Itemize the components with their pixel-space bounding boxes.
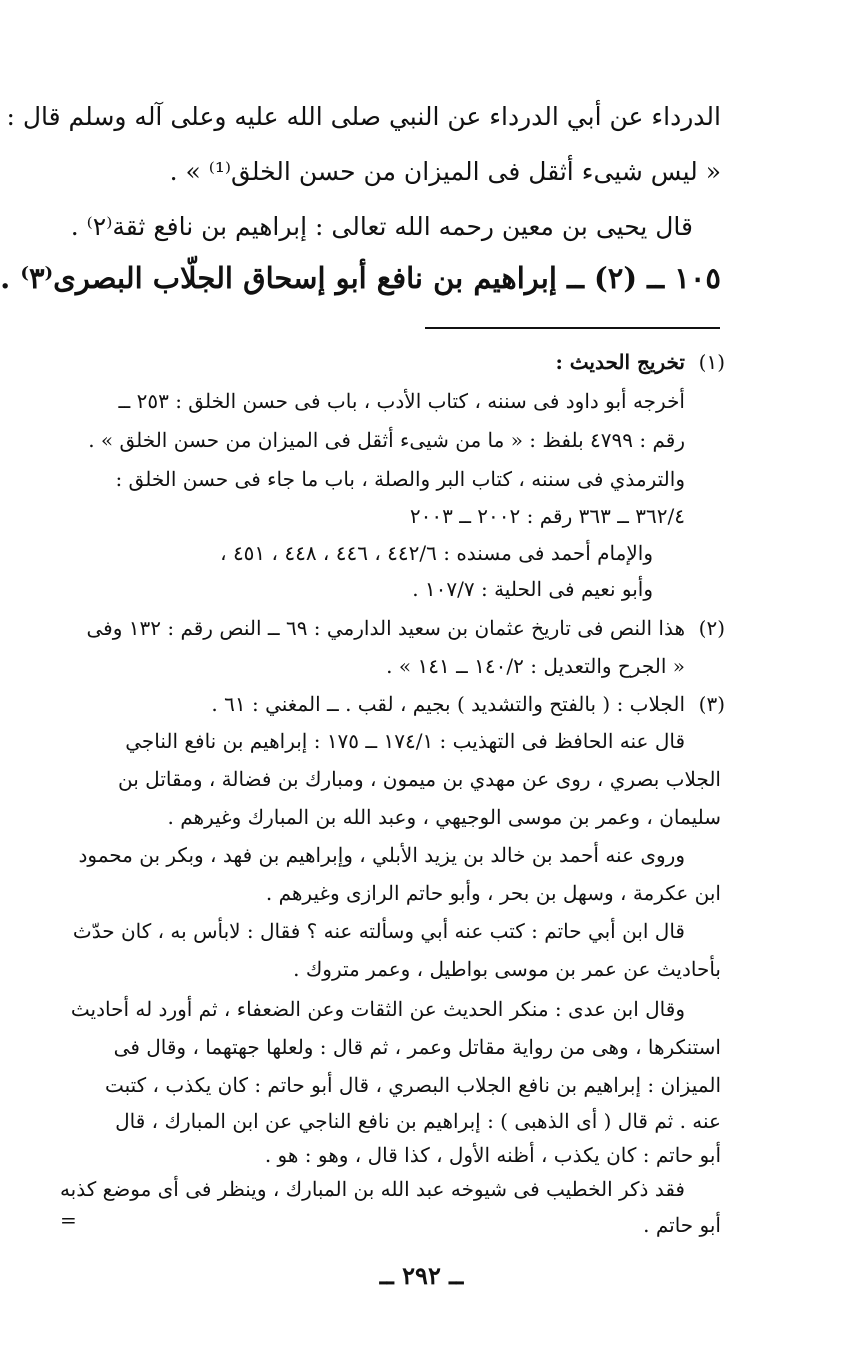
footnote-1-line-4: ٣٦٢/٤ ــ ٣٦٣ رقم : ٢٠٠٢ ــ ٢٠٠٣: [409, 504, 685, 528]
footnote-2-line-1: هذا النص فى تاريخ عثمان بن سعيد الدارمي : ٦٩ ــ النص رقم : ١٣٢ وفى: [86, 616, 685, 640]
footnote-3-line-5: وروى عنه أحمد بن خالد بن يزيد الأبلي ، وإبراهيم بن فهد ، وبكر بن محمود: [78, 843, 685, 867]
footnote-1-line-1: أخرجه أبو داود فى سننه ، كتاب الأدب ، باب فى حسن الخلق : ٢٥٣ ــ: [118, 389, 685, 413]
footnote-3-line-15: أبو حاتم .: [643, 1213, 721, 1237]
main-text-line-3: قال يحيى بن معين رحمه الله تعالى : إبراهيم بن نافع ثقة⁽٢⁾ .: [70, 212, 693, 241]
footnote-1-title: تخريج الحديث :: [555, 350, 685, 374]
footnote-1-line-2: رقم : ٤٧٩٩ بلفظ : « ما من شيىء أثقل فى الميزان من حسن الخلق » .: [88, 428, 685, 452]
footnote-1-line-5: والإمام أحمد فى مسنده : ٤٤٢/٦ ، ٤٤٦ ، ٤٤٨ ، ٤٥١ ،: [220, 541, 653, 565]
footnote-3-line-6: ابن عكرمة ، وسهل بن بحر ، وأبو حاتم الرازى وغيرهم .: [265, 881, 721, 905]
continuation-mark: =: [60, 1208, 77, 1232]
footnote-3-line-4: سليمان ، وعمر بن موسى الوجيهي ، وعبد الله بن المبارك وغيرهم .: [167, 805, 721, 829]
footnote-3-number: (٣): [698, 692, 725, 716]
footnote-3-line-13: أبو حاتم : كان يكذب ، أظنه الأول ، كذا قال ، وهو : هو .: [264, 1143, 721, 1167]
footnote-3-line-14: فقد ذكر الخطيب فى شيوخه عبد الله بن المبارك ، وينظر فى أى موضع كذبه: [59, 1177, 685, 1201]
footnote-3-line-3: الجلاب بصري ، روى عن مهدي بن ميمون ، ومبارك بن فضالة ، ومقاتل بن: [118, 767, 721, 791]
main-text-line-1: الدرداء عن أبي الدرداء عن النبي صلى الله عليه وعلى آله وسلم قال :: [6, 102, 721, 131]
footnote-3-line-12: عنه . ثم قال ( أى الذهبى ) : إبراهيم بن نافع الناجي عن ابن المبارك ، قال: [115, 1109, 721, 1133]
footnote-1-number: (١): [698, 350, 725, 374]
footnote-3-line-8: بأحاديث عن عمر بن موسى بواطيل ، وعمر متروك .: [293, 957, 721, 981]
footnote-3-line-2: قال عنه الحافظ فى التهذيب : ١٧٤/١ ــ ١٧٥ : إبراهيم بن نافع الناجي: [125, 729, 685, 753]
footnote-separator: [425, 327, 720, 329]
entry-heading: ١٠٥ ــ (٢) ــ إبراهيم بن نافع أبو إسحاق الجلّاب البصرى⁽٣⁾ .: [0, 261, 721, 295]
footnote-3-line-11: الميزان : إبراهيم بن نافع الجلاب البصري ، قال أبو حاتم : كان يكذب ، كتبت: [104, 1073, 721, 1097]
footnote-1-line-3: والترمذي فى سننه ، كتاب البر والصلة ، باب ما جاء فى حسن الخلق :: [115, 467, 685, 491]
main-text-line-2: « ليس شيىء أثقل فى الميزان من حسن الخلق⁽¹⁾ » .: [169, 157, 721, 186]
footnote-3-line-7: قال ابن أبي حاتم : كتب عنه أبي وسألته عنه ؟ فقال : لابأس به ، كان حدّث: [72, 919, 685, 943]
footnote-2-number: (٢): [698, 616, 725, 640]
footnote-3-line-9: وقال ابن عدى : منكر الحديث عن الثقات وعن الضعفاء ، ثم أورد له أحاديث: [70, 997, 685, 1021]
footnote-2-line-2: « الجرح والتعديل : ١٤٠/٢ ــ ١٤١ » .: [386, 654, 685, 678]
footnote-1-line-6: وأبو نعيم فى الحلية : ١٠٧/٧ .: [412, 577, 653, 601]
page-number: ــ ٢٩٢ ــ: [379, 1261, 464, 1290]
footnote-3-line-10: استنكرها ، وهى من رواية مقاتل وعمر ، ثم قال : ولعلها جهتهما ، وقال فى: [113, 1035, 721, 1059]
footnote-3-line-1: الجلاب : ( بالفتح والتشديد ) بجيم ، لقب . ــ المغني : ٦١ .: [211, 692, 685, 716]
